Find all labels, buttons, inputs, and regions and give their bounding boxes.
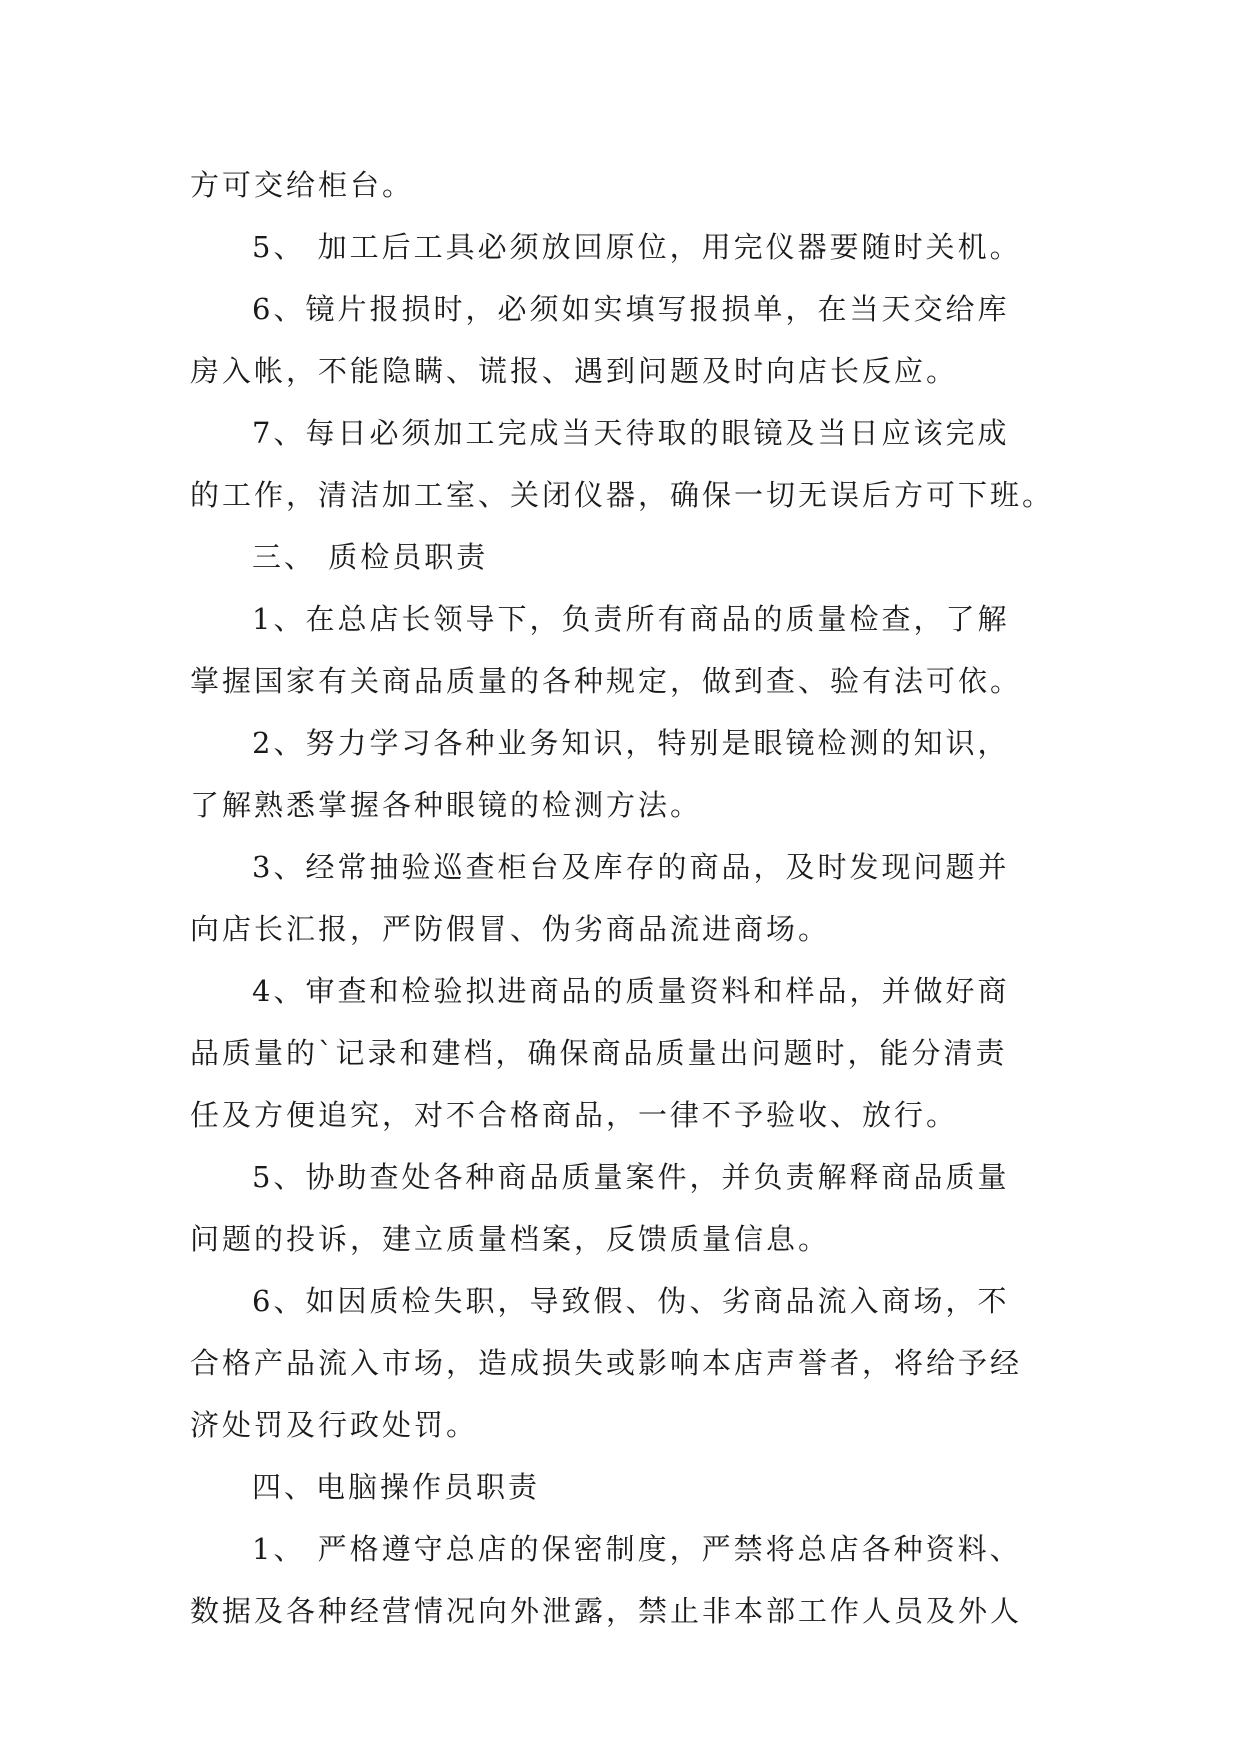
text-line: 合格产品流入市场，造成损失或影响本店声誉者，将给予经 bbox=[190, 1346, 1023, 1380]
list-item-text-line: 6、如因质检失职，导致假、伪、劣商品流入商场，不 bbox=[252, 1284, 1010, 1318]
text-line: 任及方便追究，对不合格商品，一律不予验收、放行。 bbox=[190, 1098, 959, 1132]
text-line: 数据及各种经营情况向外泄露，禁止非本部工作人员及外人 bbox=[190, 1594, 1023, 1628]
text-line: 掌握国家有关商品质量的各种规定，做到查、验有法可依。 bbox=[190, 664, 1023, 698]
list-item-text-line: 1、在总店长领导下，负责所有商品的质量检查，了解 bbox=[252, 602, 1010, 636]
list-item-text-line: 5、 加工后工具必须放回原位，用完仪器要随时关机。 bbox=[252, 230, 1022, 264]
list-item-text-line: 3、经常抽验巡查柜台及库存的商品，及时发现问题并 bbox=[252, 850, 1010, 884]
text-line: 了解熟悉掌握各种眼镜的检测方法。 bbox=[190, 788, 703, 822]
text-line: 房入帐，不能隐瞒、谎报、遇到问题及时向店长反应。 bbox=[190, 354, 959, 388]
text-line: 问题的投诉，建立质量档案，反馈质量信息。 bbox=[190, 1222, 831, 1256]
text-line: 方可交给柜台。 bbox=[190, 168, 415, 202]
text-line: 向店长汇报，严防假冒、伪劣商品流进商场。 bbox=[190, 912, 831, 946]
section-heading: 四、电脑操作员职责 bbox=[252, 1470, 541, 1504]
section-heading: 三、 质检员职责 bbox=[252, 540, 489, 574]
text-line: 品质量的`记录和建档，确保商品质量出问题时，能分清责 bbox=[190, 1036, 1008, 1070]
list-item-text-line: 7、每日必须加工完成当天待取的眼镜及当日应该完成 bbox=[252, 416, 1010, 450]
document-body bbox=[190, 154, 1070, 1642]
list-item-text-line: 6、镜片报损时，必须如实填写报损单，在当天交给库 bbox=[252, 292, 1010, 326]
list-item-text-line: 1、 严格遵守总店的保密制度，严禁将总店各种资料、 bbox=[252, 1532, 1022, 1566]
list-item-text-line: 5、协助查处各种商品质量案件，并负责解释商品质量 bbox=[252, 1160, 1010, 1194]
list-item-text-line: 2、努力学习各种业务知识，特别是眼镜检测的知识， bbox=[252, 726, 1010, 760]
text-line: 济处罚及行政处罚。 bbox=[190, 1408, 479, 1442]
list-item-text-line: 4、审查和检验拟进商品的质量资料和样品，并做好商 bbox=[252, 974, 1010, 1008]
text-line: 的工作，清洁加工室、关闭仪器，确保一切无误后方可下班。 bbox=[190, 478, 1055, 512]
